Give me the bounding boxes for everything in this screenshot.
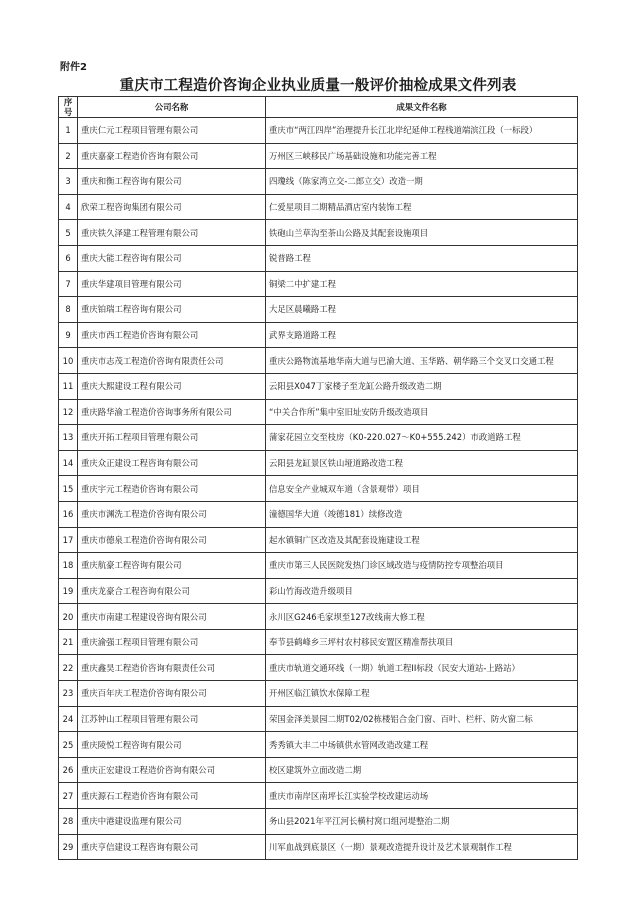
header-company: 公司名称 <box>78 97 266 118</box>
row-number: 13 <box>59 425 78 451</box>
document-name: 起水镇铜广区改造及其配套设施建设工程 <box>266 527 578 553</box>
row-number: 22 <box>59 655 78 681</box>
row-number: 23 <box>59 681 78 707</box>
company-name: 欣荣工程咨询集团有限公司 <box>78 194 266 220</box>
document-name: 信息安全产业城双车道（含景观带）项目 <box>266 476 578 502</box>
table-row <box>59 245 578 271</box>
document-name: 奉节县鹤峰乡三坪村农村移民安置区精准帮扶项目 <box>266 629 578 655</box>
row-number: 26 <box>59 757 78 783</box>
table-row <box>59 629 578 655</box>
row-number: 29 <box>59 834 78 860</box>
table-row <box>59 757 578 783</box>
row-number: 9 <box>59 322 78 348</box>
company-name: 重庆路华渝工程造价咨询事务所有限公司 <box>78 399 266 425</box>
company-name: 重庆市西工程造价咨询有限公司 <box>78 322 266 348</box>
document-name: 务山县2021年平江河长横村窝口组河堤整治二期 <box>266 809 578 835</box>
table-row <box>59 732 578 758</box>
table-row <box>59 220 578 246</box>
company-name: 重庆嘉豪工程造价咨询有限公司 <box>78 143 266 169</box>
company-name: 重庆大能工程咨询有限公司 <box>78 245 266 271</box>
row-number: 21 <box>59 629 78 655</box>
document-name: 重庆市南岸区南坪长江实验学校改建运动场 <box>266 783 578 809</box>
company-name: 重庆百年庆工程造价咨询有限公司 <box>78 681 266 707</box>
document-name: 重庆公路物流基地华南大道与巴渝大道、玉华路、朝华路三个交叉口交通工程 <box>266 348 578 374</box>
company-name: 江苏钟山工程项目管理有限公司 <box>78 706 266 732</box>
table-row <box>59 604 578 630</box>
document-name: 万州区三峡移民广场基础设施和功能完善工程 <box>266 143 578 169</box>
row-number: 8 <box>59 297 78 323</box>
table-row <box>59 501 578 527</box>
document-name: 川军血战到底景区（一期）景观改造提升设计及艺术景观制作工程 <box>266 834 578 860</box>
company-name: 重庆开拓工程项目管理有限公司 <box>78 425 266 451</box>
table-row <box>59 169 578 195</box>
row-number: 15 <box>59 476 78 502</box>
table-row <box>59 399 578 425</box>
table-row <box>59 118 578 144</box>
table-row <box>59 706 578 732</box>
table-row <box>59 322 578 348</box>
table-row <box>59 271 578 297</box>
company-name: 重庆大熙建设工程有限公司 <box>78 373 266 399</box>
row-number: 27 <box>59 783 78 809</box>
document-name: 秀秀镇大丰二中场镇供水管网改造改建工程 <box>266 732 578 758</box>
table-row <box>59 809 578 835</box>
document-name: 开州区临江镇饮水保障工程 <box>266 681 578 707</box>
table-row <box>59 194 578 220</box>
company-name: 重庆航豪工程咨询有限公司 <box>78 553 266 579</box>
document-name: 潼德国华大道（竣德181）续修改造 <box>266 501 578 527</box>
company-name: 重庆众正建设工程咨询有限公司 <box>78 450 266 476</box>
company-name: 重庆宇元工程造价咨询有限公司 <box>78 476 266 502</box>
company-name: 重庆亨信建设工程咨询有限公司 <box>78 834 266 860</box>
row-number: 2 <box>59 143 78 169</box>
row-number: 14 <box>59 450 78 476</box>
row-number: 28 <box>59 809 78 835</box>
table-row <box>59 578 578 604</box>
document-name: “中关合作所”集中室旧址安防升级改造项目 <box>266 399 578 425</box>
document-name: 蒲家花园立交至枝房（K0-220.027～K0+555.242）市政道路工程 <box>266 425 578 451</box>
table-row <box>59 143 578 169</box>
row-number: 4 <box>59 194 78 220</box>
company-name: 重庆和衡工程咨询有限公司 <box>78 169 266 195</box>
row-number: 18 <box>59 553 78 579</box>
company-name: 重庆仁元工程项目管理有限公司 <box>78 118 266 144</box>
document-name: 大足区晨曦路工程 <box>266 297 578 323</box>
row-number: 1 <box>59 118 78 144</box>
table-row <box>59 681 578 707</box>
row-number: 10 <box>59 348 78 374</box>
document-name: 重庆市第三人民医院发热门诊区域改造与疫情防控专项整治项目 <box>266 553 578 579</box>
row-number: 17 <box>59 527 78 553</box>
table-row <box>59 425 578 451</box>
row-number: 24 <box>59 706 78 732</box>
document-name: 四瓊线（陈家湾立交-二郎立交）改造一期 <box>266 169 578 195</box>
table-row <box>59 553 578 579</box>
company-name: 重庆市志茂工程造价咨询有限责任公司 <box>78 348 266 374</box>
table-row <box>59 834 578 860</box>
company-name: 重庆正宏建设工程造价咨询有限公司 <box>78 757 266 783</box>
row-number: 6 <box>59 245 78 271</box>
document-name: 铁砲山兰草沟至荼山公路及其配套设施项目 <box>266 220 578 246</box>
company-name: 重庆市德泉工程造价咨询有限公司 <box>78 527 266 553</box>
document-name: 校区建筑外立面改造二期 <box>266 757 578 783</box>
table-header-row <box>59 97 578 118</box>
document-name: 彩山竹海改造升级项目 <box>266 578 578 604</box>
header-document: 成果文件名称 <box>266 97 578 118</box>
table-row <box>59 476 578 502</box>
annex-label: 附件2 <box>60 62 87 73</box>
document-name: 武界支路道路工程 <box>266 322 578 348</box>
table-row <box>59 450 578 476</box>
document-name: 永川区G246毛家坝至127改线南大修工程 <box>266 604 578 630</box>
document-name: 重庆市“两江四岸”治理提升长江北岸纪延伸工程栈道端滨江段（一标段） <box>266 118 578 144</box>
row-number: 3 <box>59 169 78 195</box>
document-name: 荣国金泽美景园二期T02/02栋楼铝合金门窗、百叶、栏杆、防火窗二标 <box>266 706 578 732</box>
document-name: 仁爱星项目二期精品酒店室内装饰工程 <box>266 194 578 220</box>
document-name: 铜梁二中扩建工程 <box>266 271 578 297</box>
document-title: 重庆市工程造价咨询企业执业质量一般评价抽检成果文件列表 <box>119 78 517 94</box>
company-name: 重庆源石工程造价咨询有限公司 <box>78 783 266 809</box>
row-number: 25 <box>59 732 78 758</box>
row-number: 12 <box>59 399 78 425</box>
document-name: 云阳县X047丁家楼子至龙缸公路升级改造二期 <box>266 373 578 399</box>
document-name: 重庆市轨道交通环线（一期）轨道工程II标段（民安大道站-上路站） <box>266 655 578 681</box>
company-name: 重庆市渊洗工程造价咨询有限公司 <box>78 501 266 527</box>
row-number: 5 <box>59 220 78 246</box>
company-name: 重庆市南建工程建设咨询有限公司 <box>78 604 266 630</box>
row-number: 20 <box>59 604 78 630</box>
document-name: 云阳县龙缸景区铁山垭道路改造工程 <box>266 450 578 476</box>
row-number: 19 <box>59 578 78 604</box>
results-table <box>58 96 578 860</box>
document-name: 锐普路工程 <box>266 245 578 271</box>
company-name: 重庆华建项目管理有限公司 <box>78 271 266 297</box>
table-row <box>59 297 578 323</box>
table-row <box>59 373 578 399</box>
company-name: 重庆陵悦工程咨询有限公司 <box>78 732 266 758</box>
company-name: 重庆鑫昊工程造价咨询有限责任公司 <box>78 655 266 681</box>
company-name: 重庆铁久泽建工程管理有限公司 <box>78 220 266 246</box>
table-body <box>59 118 578 860</box>
header-no: 序号 <box>59 97 78 118</box>
company-name: 重庆龙豪合工程咨询有限公司 <box>78 578 266 604</box>
company-name: 重庆渝强工程项目管理有限公司 <box>78 629 266 655</box>
table-row <box>59 348 578 374</box>
company-name: 重庆中港建设监理有限公司 <box>78 809 266 835</box>
row-number: 11 <box>59 373 78 399</box>
row-number: 16 <box>59 501 78 527</box>
row-number: 7 <box>59 271 78 297</box>
table-row <box>59 655 578 681</box>
company-name: 重庆铂瑞工程咨询有限公司 <box>78 297 266 323</box>
table-row <box>59 783 578 809</box>
table-row <box>59 527 578 553</box>
